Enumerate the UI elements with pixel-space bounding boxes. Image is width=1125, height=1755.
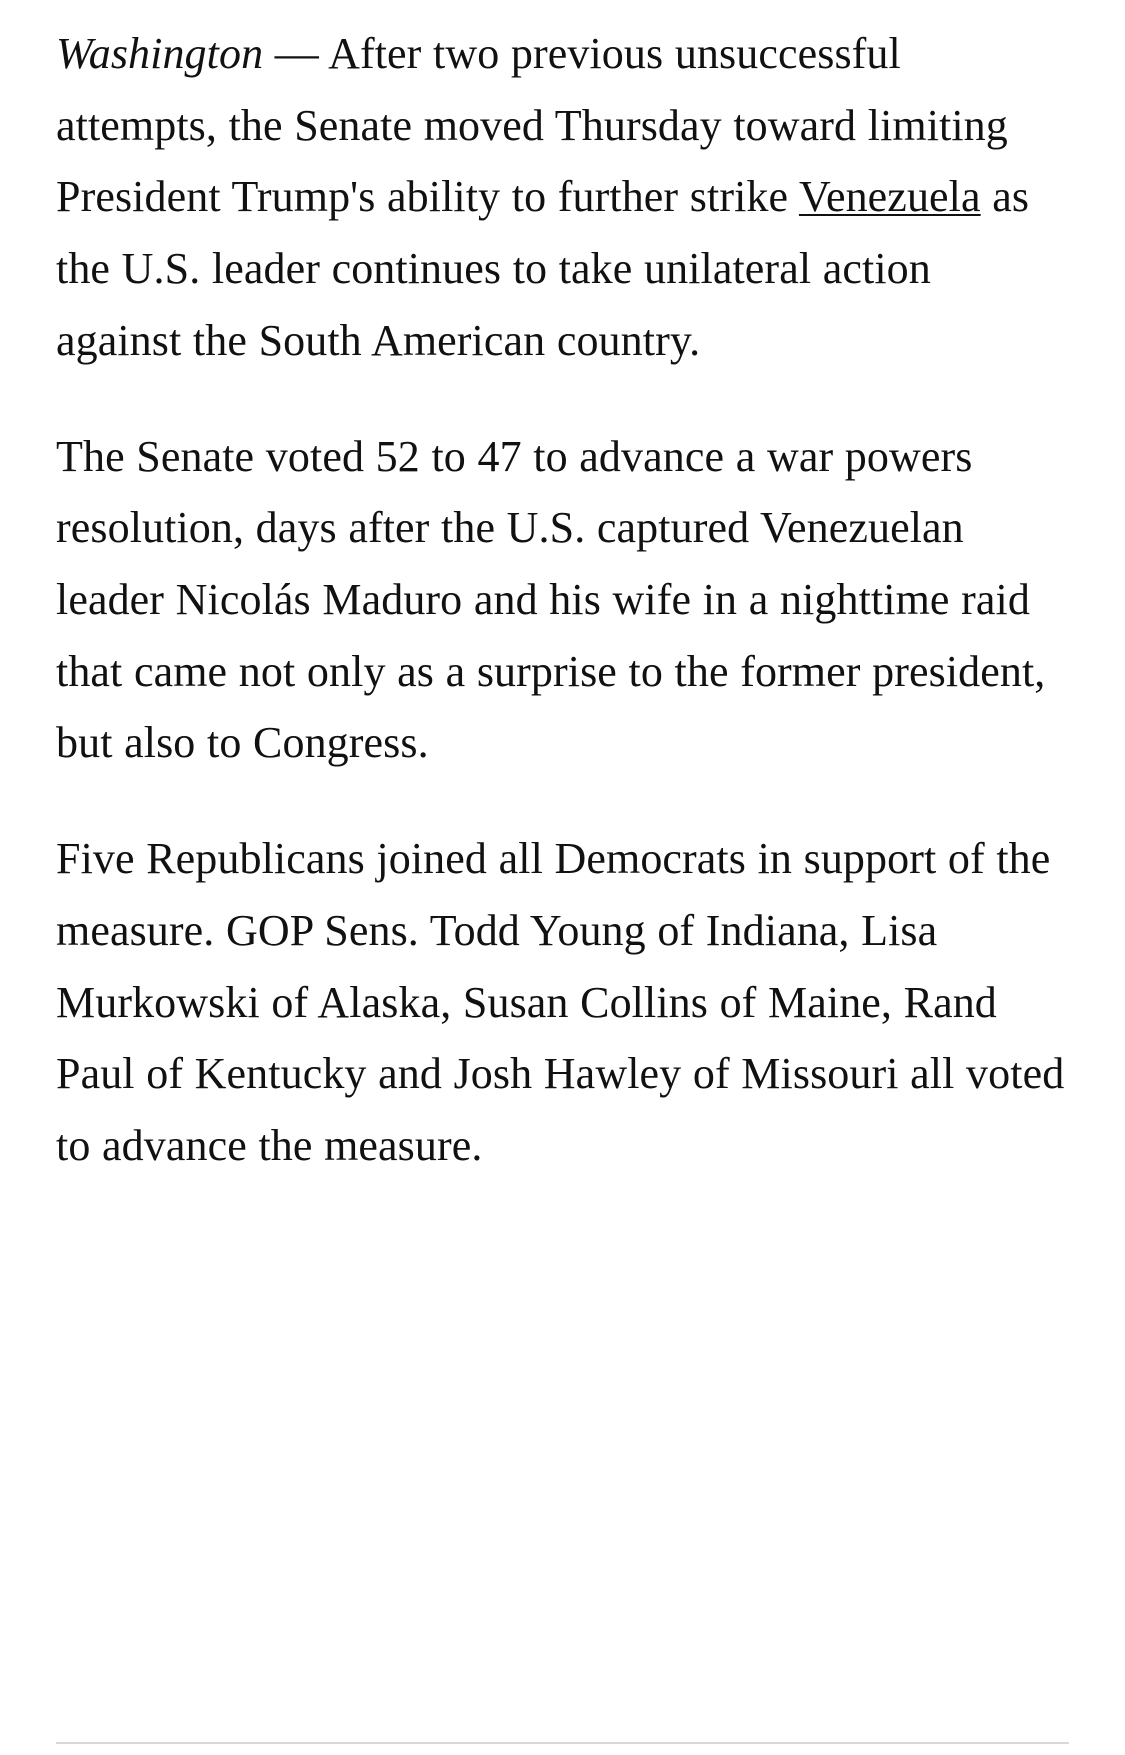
dateline: Washington xyxy=(56,29,264,78)
bottom-divider xyxy=(56,1742,1069,1744)
paragraph-republican-votes: Five Republicans joined all Democrats in support of the measure. GOP Sens. Todd Young of Indiana, Lisa Murkowski of Alaska, Susan Collins of Maine, Rand Paul of Kentucky and Josh Hawley of Missouri all voted to advance the measure. xyxy=(56,834,1065,1171)
lede-text-after-link: as the U.S. leader continues to take unilateral action against the South American country. xyxy=(56,172,1030,365)
venezuela-link[interactable]: Venezuela xyxy=(798,172,981,222)
paragraph-lede xyxy=(56,18,1065,377)
paragraph-vote-result: The Senate voted 52 to 47 to advance a war powers resolution, days after the U.S. captured Venezuelan leader Nicolás Maduro and his wife in a nighttime raid that came not only as a surprise to the former president, but also to Congress. xyxy=(56,431,1046,768)
lede-text-before-link: After two previous unsuccessful attempts, the Senate moved Thursday toward limiting President Trump's ability to further strike xyxy=(56,29,1008,222)
dateline-separator: — xyxy=(263,29,329,78)
